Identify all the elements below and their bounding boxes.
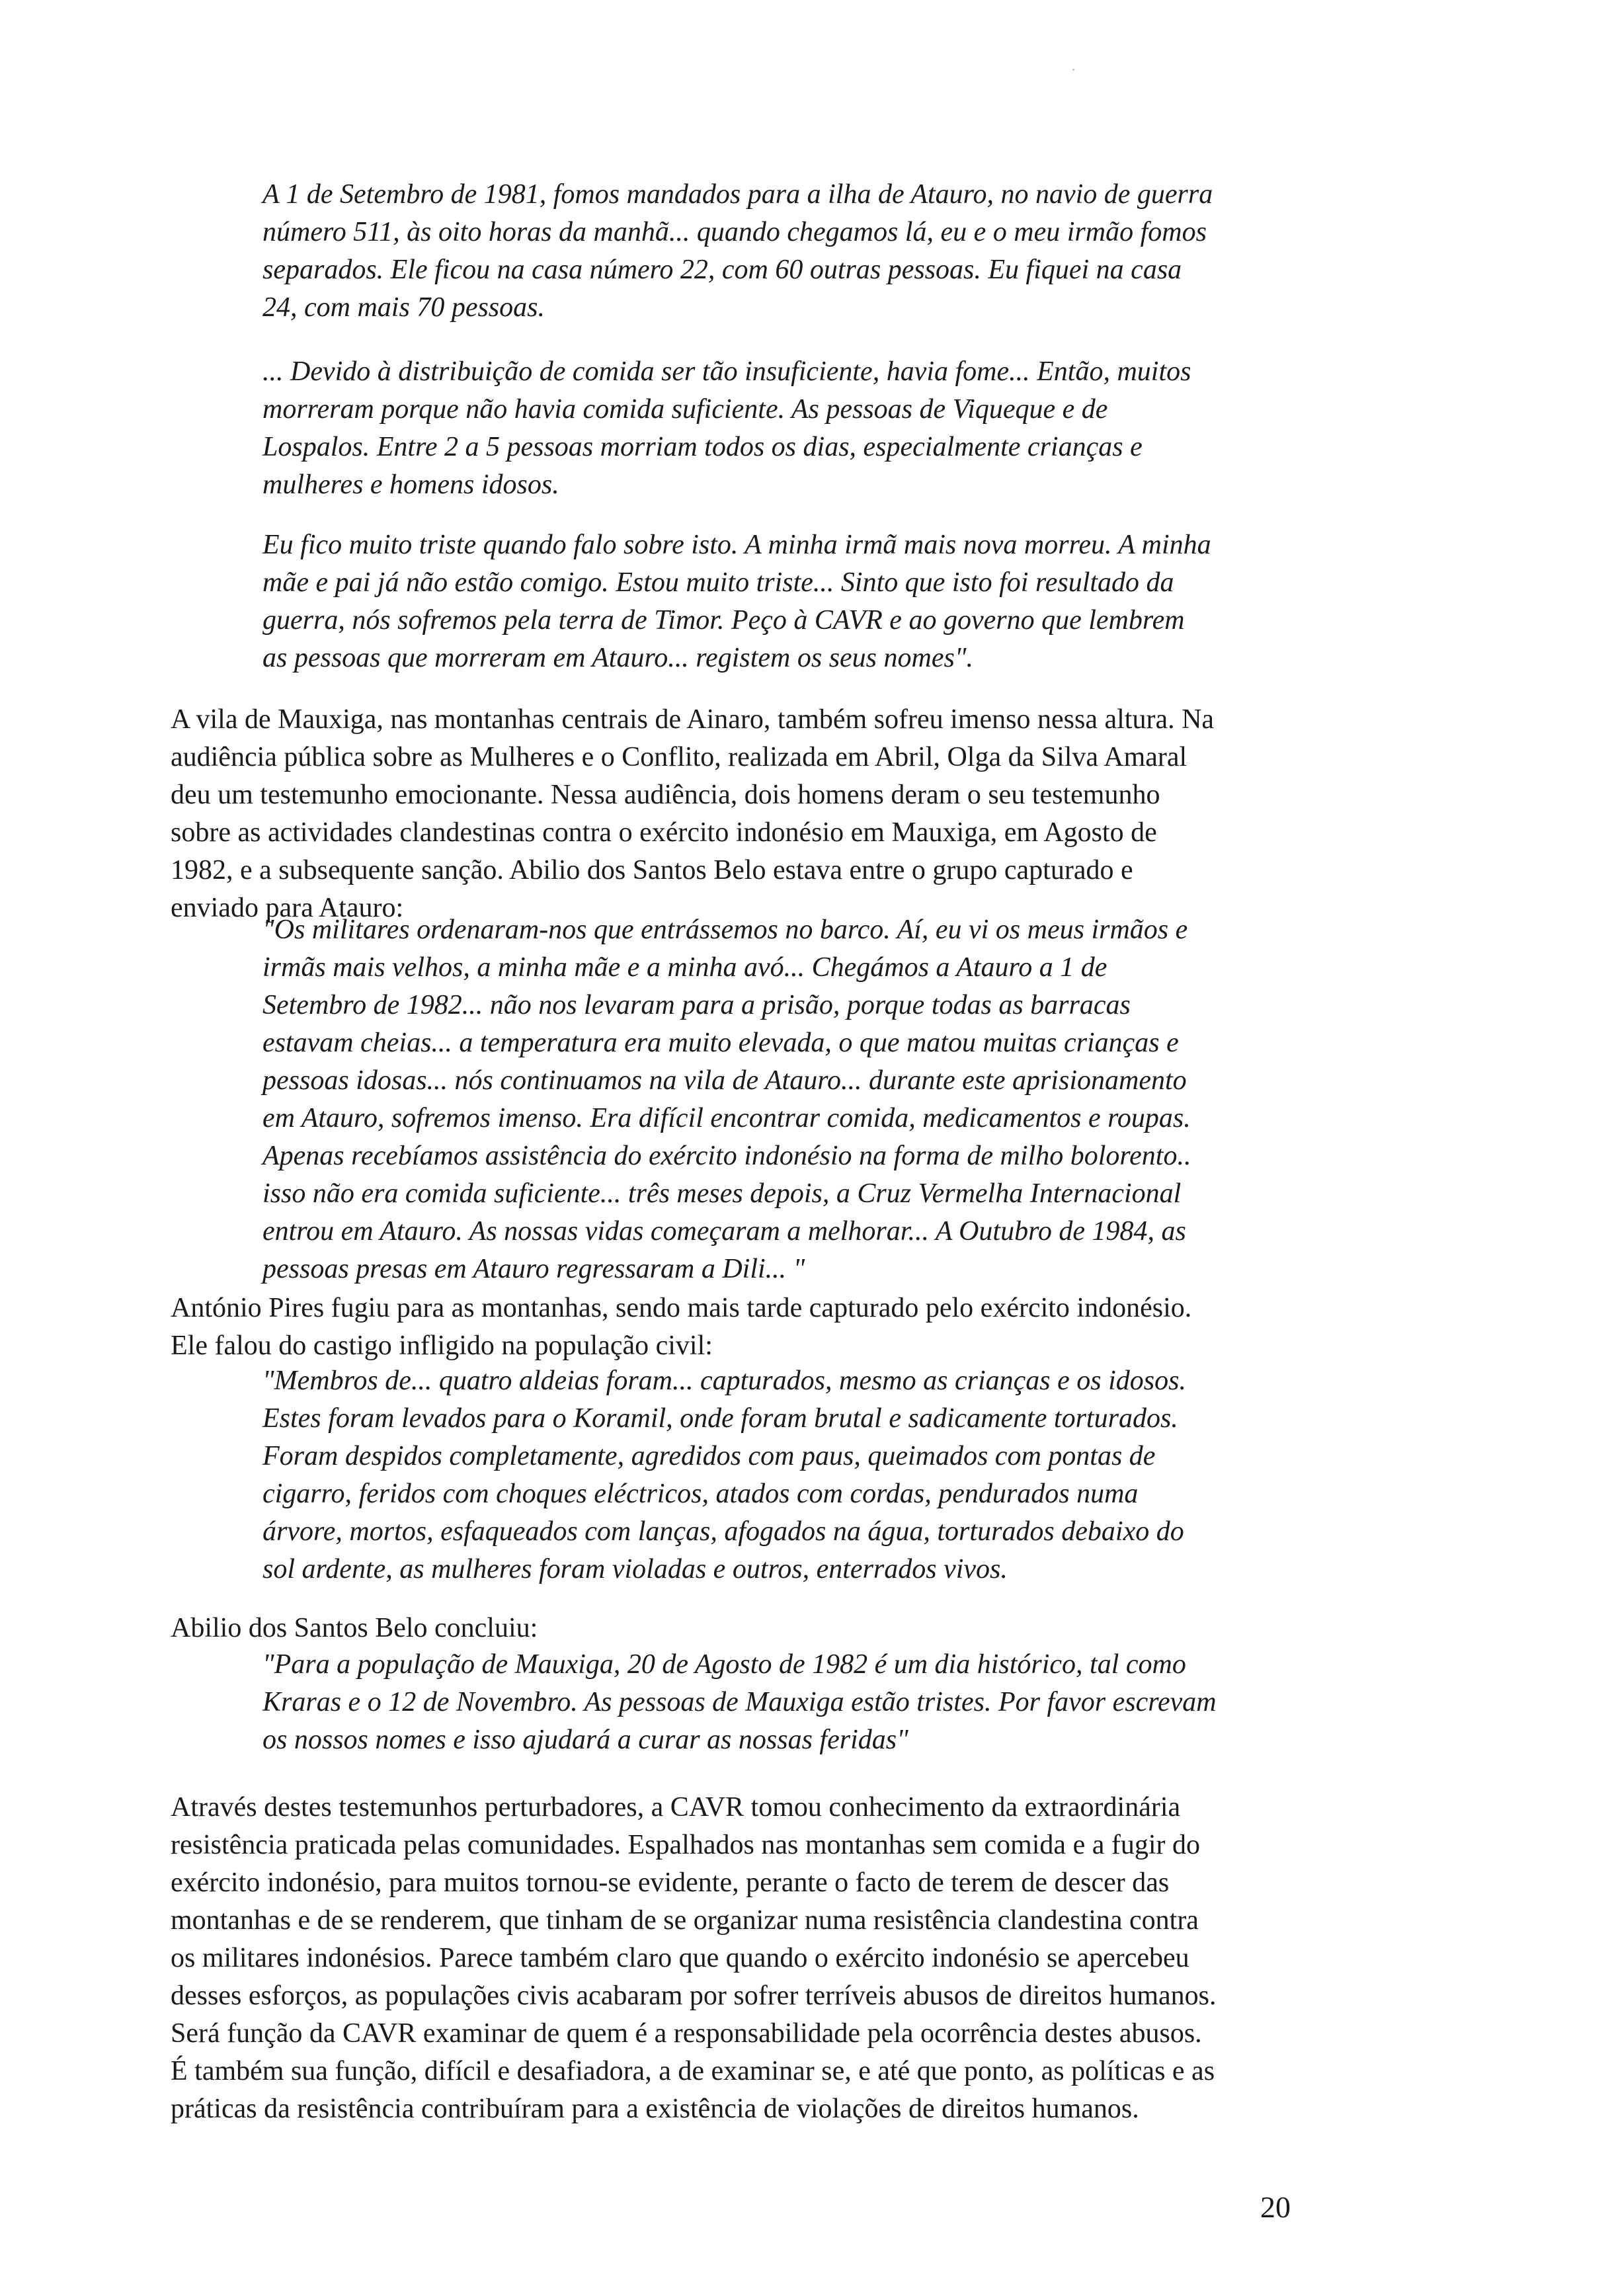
text-line: guerra, nós sofremos pela terra de Timor. Peço à CAVR e ao governo que lembrem bbox=[262, 605, 1185, 636]
body-paragraph-mauxiga bbox=[171, 701, 1427, 927]
text-line: "Os militares ordenaram-nos que entrássemos no barco. Aí, eu vi os meus irmãos e bbox=[262, 915, 1188, 945]
testimony-quote-famine bbox=[262, 353, 1307, 504]
text-line: Eu fico muito triste quando falo sobre isto. A minha irmã mais nova morreu. A minha bbox=[262, 530, 1211, 560]
text-line: ... Devido à distribuição de comida ser tão insuficiente, havia fome... Então, muitos bbox=[262, 356, 1191, 387]
text-line: sol ardente, as mulheres foram violadas e outros, enterrados vivos. bbox=[262, 1554, 1008, 1584]
text-line: montanhas e de se renderem, que tinham de se organizar numa resistência clandestina contra bbox=[171, 1905, 1199, 1936]
text-line: irmãs mais velhos, a minha mãe e a minha avó... Chegámos a Atauro a 1 de bbox=[262, 952, 1107, 983]
text-line: 24, com mais 70 pessoas. bbox=[262, 292, 545, 323]
text-line: Ele falou do castigo infligido na população civil: bbox=[171, 1331, 713, 1361]
text-line: sobre as actividades clandestinas contra o exército indonésio em Mauxiga, em Agosto de bbox=[171, 817, 1157, 848]
text-line: António Pires fugiu para as montanhas, sendo mais tarde capturado pelo exército indonésio. bbox=[171, 1293, 1192, 1323]
text-line: "Membros de... quatro aldeias foram... capturados, mesmo as crianças e os idosos. bbox=[262, 1366, 1186, 1396]
text-line: "Para a população de Mauxiga, 20 de Agosto de 1982 é um dia histórico, tal como bbox=[262, 1649, 1186, 1680]
testimony-quote-remember-names bbox=[262, 526, 1307, 677]
text-line: em Atauro, sofremos imenso. Era difícil encontrar comida, medicamentos e roupas. bbox=[262, 1103, 1191, 1133]
text-line: Estes foram levados para o Koramil, onde foram brutal e sadicamente torturados. bbox=[262, 1403, 1178, 1434]
text-line: número 511, às oito horas da manhã... quando chegamos lá, eu e o meu irmão fomos bbox=[262, 217, 1207, 247]
text-line: separados. Ele ficou na casa número 22, com 60 outras pessoas. Eu fiquei na casa bbox=[262, 255, 1182, 285]
text-line: pessoas presas em Atauro regressaram a Dili... " bbox=[262, 1254, 805, 1284]
text-line: deu um testemunho emocionante. Nessa audiência, dois homens deram o seu testemunho bbox=[171, 780, 1160, 810]
text-line: A 1 de Setembro de 1981, fomos mandados para a ilha de Atauro, no navio de guerra bbox=[262, 179, 1213, 210]
text-line: árvore, mortos, esfaqueados com lanças, afogados na água, torturados debaixo do bbox=[262, 1516, 1184, 1547]
text-line: enviado para Atauro: bbox=[171, 893, 404, 923]
text-line: Através destes testemunhos perturbadores, a CAVR tomou conhecimento da extraordinária bbox=[171, 1792, 1181, 1823]
text-line: morreram porque não havia comida suficiente. As pessoas de Viqueque e de bbox=[262, 394, 1108, 425]
text-line: 1982, e a subsequente sanção. Abilio dos Santos Belo estava entre o grupo capturado e bbox=[171, 855, 1133, 885]
text-line: A vila de Mauxiga, nas montanhas centrais de Ainaro, também sofreu imenso nessa altura. Na bbox=[171, 704, 1215, 735]
text-line: É também sua função, difícil e desafiadora, a de examinar se, e até que ponto, as políticas e as bbox=[171, 2056, 1215, 2086]
text-line: mulheres e homens idosos. bbox=[262, 470, 559, 500]
text-line: mãe e pai já não estão comigo. Estou muito triste... Sinto que isto foi resultado da bbox=[262, 567, 1174, 598]
scan-speck bbox=[1072, 69, 1074, 71]
text-line: os militares indonésios. Parece também claro que quando o exército indonésio se apercebeu bbox=[171, 1943, 1189, 1973]
text-line: Setembro de 1982... não nos levaram para a prisão, porque todas as barracas bbox=[262, 990, 1131, 1020]
testimony-quote-abilio bbox=[262, 911, 1307, 1288]
page-number: 20 bbox=[1260, 2190, 1291, 2224]
testimony-quote-atauro-arrival bbox=[262, 176, 1307, 327]
text-line: isso não era comida suficiente... três meses depois, a Cruz Vermelha Internacional bbox=[262, 1178, 1182, 1209]
text-line: audiência pública sobre as Mulheres e o Conflito, realizada em Abril, Olga da Silva Amaral bbox=[171, 742, 1187, 772]
text-line: resistência praticada pelas comunidades. Espalhados nas montanhas sem comida e a fugir do bbox=[171, 1830, 1200, 1860]
text-line: práticas da resistência contribuíram para a existência de violações de direitos humanos. bbox=[171, 2094, 1139, 2124]
text-line: Será função da CAVR examinar de quem é a responsabilidade pela ocorrência destes abusos. bbox=[171, 2018, 1202, 2049]
testimony-quote-torture bbox=[262, 1362, 1307, 1588]
text-line: desses esforços, as populações civis acabaram por sofrer terríveis abusos de direitos humanos. bbox=[171, 1981, 1217, 2011]
text-line: as pessoas que morreram em Atauro... registem os seus nomes". bbox=[262, 643, 973, 673]
text-line: pessoas idosas... nós continuamos na vila de Atauro... durante este aprisionamento bbox=[262, 1065, 1187, 1096]
text-line: Apenas recebíamos assistência do exército indonésio na forma de milho bolorento.. bbox=[262, 1141, 1191, 1171]
text-line: Kraras e o 12 de Novembro. As pessoas de Mauxiga estão tristes. Por favor escrevam bbox=[262, 1687, 1217, 1717]
text-line: Foram despidos completamente, agredidos com paus, queimados com pontas de bbox=[262, 1441, 1156, 1471]
body-paragraph-conclusion bbox=[171, 1789, 1427, 2128]
body-paragraph-abilio-concluded bbox=[171, 1610, 1427, 1647]
text-line: os nossos nomes e isso ajudará a curar as nossas feridas" bbox=[262, 1725, 908, 1755]
body-paragraph-antonio-pires bbox=[171, 1290, 1427, 1365]
text-line: estavam cheias... a temperatura era muito elevada, o que matou muitas crianças e bbox=[262, 1028, 1179, 1058]
text-line: Abilio dos Santos Belo concluiu: bbox=[171, 1613, 538, 1643]
text-line: entrou em Atauro. As nossas vidas começaram a melhorar... A Outubro de 1984, as bbox=[262, 1216, 1186, 1247]
text-line: cigarro, feridos com choques eléctricos, atados com cordas, pendurados numa bbox=[262, 1479, 1139, 1509]
testimony-quote-historic-day bbox=[262, 1646, 1307, 1759]
text-line: Lospalos. Entre 2 a 5 pessoas morriam todos os dias, especialmente crianças e bbox=[262, 432, 1143, 462]
text-line: exército indonésio, para muitos tornou-se evidente, perante o facto de terem de descer das bbox=[171, 1867, 1170, 1898]
